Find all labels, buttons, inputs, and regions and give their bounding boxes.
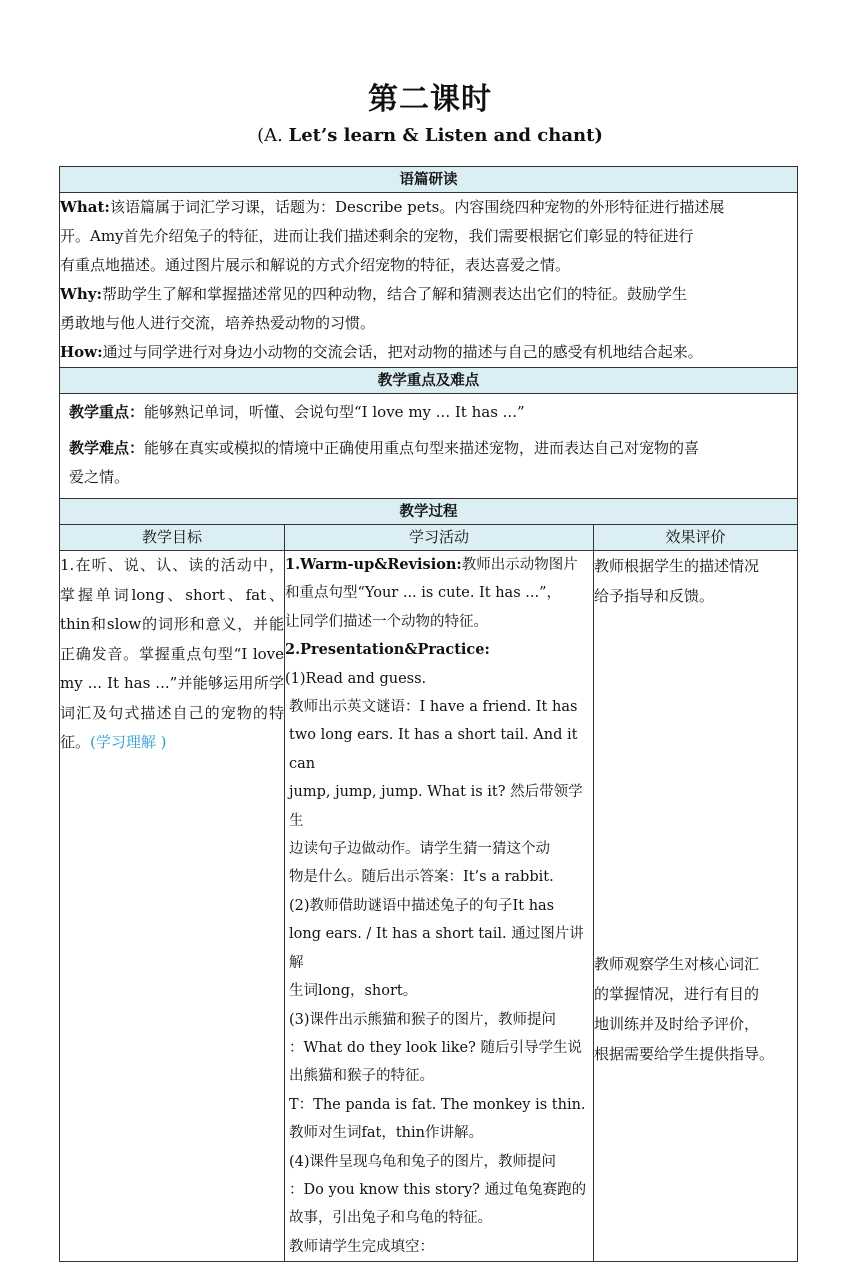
activity-1-line-1: 1.Warm-up&Revision:教师出示动物图片 xyxy=(285,556,578,573)
goal-text: 1.在听、说、认、读的活动中，掌握单词long、short、fat、thin和slow的词形和意义，并能正确发音。掌握重点句型“I love my ... It has ...”并能够运用所学词汇及句式描述自己的宠物的特征。 xyxy=(60,556,284,751)
activity-line: long ears. / It has a short tail. 通过图片讲解 xyxy=(289,926,584,971)
activity-line: 教师请学生完成填空： xyxy=(289,1238,434,1255)
what-line-2: 开。Amy首先介绍兔子的特征，进而让我们描述剩余的宠物，我们需要根据它们彰显的特征进行 xyxy=(60,227,694,245)
activity-line: jump, jump, jump. What is it? 然后带领学生 xyxy=(289,784,583,829)
evaluation-2-line-4: 根据需要给学生提供指导。 xyxy=(594,1045,775,1063)
subtitle-bold: Let’s learn & Listen and chant) xyxy=(288,125,603,146)
section-heading-key-points: 教学重点及难点 xyxy=(60,368,798,394)
goal-tag: (学习理解 ) xyxy=(90,733,167,751)
how-line: How:通过与同学进行对身边小动物的交流会话，把对动物的描述与自己的感受有机地结合起来。 xyxy=(60,343,703,361)
activity-line: 生词long，short。 xyxy=(289,983,418,1000)
activity-line: ：Do you know this story? 通过龟兔赛跑的 xyxy=(289,1181,587,1198)
difficulty-line-1: 教学难点：能够在真实或模拟的情境中正确使用重点句型来描述宠物，进而表达自己对宠物的喜 xyxy=(69,439,700,457)
activity-1-line-3: 让同学们描述一个动物的特征。 xyxy=(285,613,488,630)
activity-line: two long ears. It has a short tail. And it can xyxy=(289,727,578,772)
activity-line: (4)课件呈现乌龟和兔子的图片，教师提问 xyxy=(289,1153,557,1170)
evaluation-1-line-1: 教师根据学生的描述情况 xyxy=(594,557,760,575)
what-line-1: What:该语篇属于词汇学习课，话题为：Describe pets。内容围绕四种宠物的外形特征进行描述展 xyxy=(60,198,725,216)
evaluation-cell xyxy=(594,551,798,1262)
column-header-evaluation: 效果评价 xyxy=(594,525,798,551)
page-subtitle xyxy=(0,125,860,146)
activity-2-label: 2.Presentation&Practice: xyxy=(285,641,490,659)
activity-line: 故事，引出兔子和乌龟的特征。 xyxy=(289,1210,492,1227)
learning-activities-cell xyxy=(285,551,594,1262)
key-point-line: 教学重点：能够熟记单词，听懂、会说句型“I love my ... It has ...” xyxy=(69,403,525,421)
activity-1-line-2: 和重点句型“Your ... is cute. It has ...”， xyxy=(285,585,561,602)
activity-line: 教师出示英文谜语：I have a friend. It has xyxy=(289,699,578,716)
activity-line: 教师对生词fat，thin作讲解。 xyxy=(289,1125,483,1142)
page-title: 第二课时 xyxy=(368,82,492,117)
evaluation-2-line-3: 地训练并及时给予评价， xyxy=(594,1015,760,1033)
what-line-3: 有重点地描述。通过图片展示和解说的方式介绍宠物的特征，表达喜爱之情。 xyxy=(60,256,571,274)
section-heading-text-study: 语篇研读 xyxy=(60,167,798,193)
activity-line: (3)课件出示熊猫和猴子的图片，教师提问 xyxy=(289,1011,557,1028)
activity-line: T：The panda is fat. The monkey is thin. xyxy=(289,1096,586,1113)
lesson-table xyxy=(59,166,798,1262)
evaluation-2-line-2: 的掌握情况，进行有目的 xyxy=(594,985,760,1003)
why-line-2: 勇敢地与他人进行交流，培养热爱动物的习惯。 xyxy=(60,314,376,332)
activity-line: 物是什么。随后出示答案：It’s a rabbit. xyxy=(289,869,554,886)
activity-line: 出熊猫和猴子的特征。 xyxy=(289,1068,434,1085)
activity-line: 边读句子边做动作。请学生猜一猜这个动 xyxy=(289,841,550,858)
evaluation-1-line-2: 给予指导和反馈。 xyxy=(594,587,715,605)
key-points-content xyxy=(60,394,798,499)
activity-line: (2)教师借助谜语中描述兔子的句子It has xyxy=(289,897,555,914)
teaching-goal-cell xyxy=(60,551,285,1262)
difficulty-line-2: 爱之情。 xyxy=(69,468,130,486)
column-header-activities: 学习活动 xyxy=(285,525,594,551)
activity-line: (1)Read and guess. xyxy=(285,670,427,687)
section-heading-process: 教学过程 xyxy=(60,499,798,525)
activity-line: ：What do they look like? 随后引导学生说 xyxy=(289,1039,583,1056)
column-header-goals: 教学目标 xyxy=(60,525,285,551)
evaluation-spacer xyxy=(594,611,797,949)
evaluation-2-line-1: 教师观察学生对核心词汇 xyxy=(594,955,760,973)
subtitle-prefix: (A. xyxy=(257,125,289,146)
text-study-content xyxy=(60,193,798,368)
why-line-1: Why:帮助学生了解和掌握描述常见的四种动物，结合了解和猜测表达出它们的特征。鼓励学生 xyxy=(60,285,688,303)
